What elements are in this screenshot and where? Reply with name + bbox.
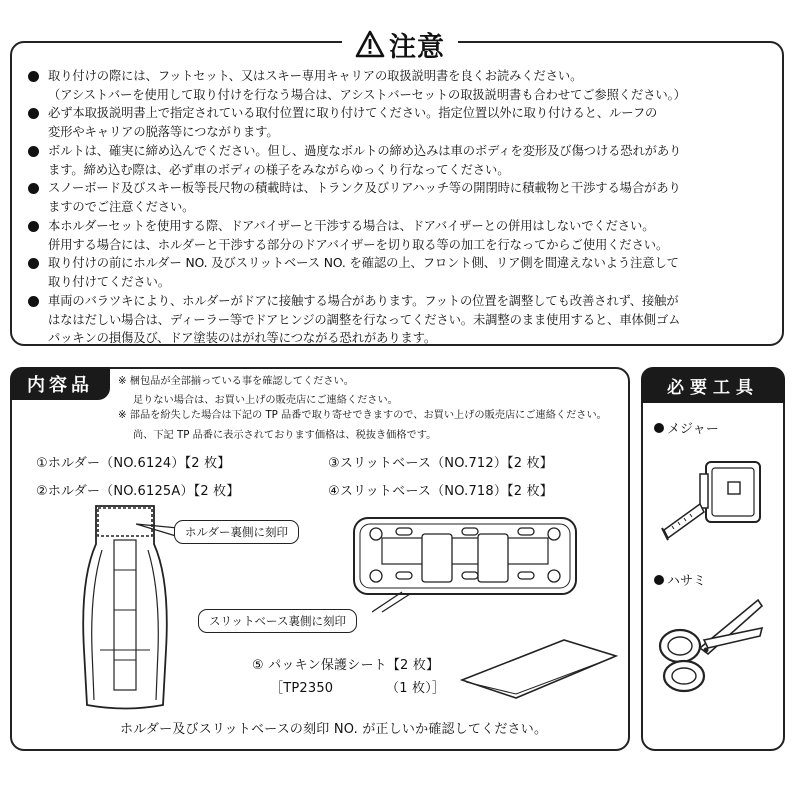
contents-note: ※ 部品を紛失した場合は下記の TP 品番で取り寄せできますので、お買い上げの販売店にご連絡ください。 (118, 410, 607, 421)
caution-item: 車両のバラツキにより、ホルダーがドアに接触する場合があります。フットの位置を調整しても改善されず、接触が はなはだしい場合は、ディーラー等でドアヒンジの調整を行なってください。未調整のまま使用すると、車体側ゴム パッキンの損傷及び、ドア塗装のはがれ等につながる恐れがあります。 (28, 292, 780, 348)
parts-item: ①ホルダー（NO.6124）【2 枚】 (36, 456, 231, 471)
parts-item: ②ホルダー（NO.6125A）【2 枚】 (36, 484, 240, 499)
bullet-icon (654, 423, 664, 433)
holder-engraving-callout: ホルダー裏側に刻印 (174, 520, 299, 544)
slit-base-illustration (352, 516, 578, 596)
tp-quantity: （1 枚）］ (386, 681, 446, 696)
contents-note: 尚、下記 TP 品番に表示されております価格は、税抜き価格です。 (133, 430, 437, 441)
packing-sheet-label: ⑤ パッキン保護シート【2 枚】 (252, 658, 440, 673)
parts-item: ④スリットベース（NO.718）【2 枚】 (328, 484, 553, 499)
tape-measure-icon (660, 454, 766, 544)
caution-item: 取り付けの前にホルダー NO. 及びスリットベース NO. を確認の上、フロント側、リア側を間違えないよう注意して 取り付けてください。 (28, 254, 780, 291)
parts-item: ③スリットベース（NO.712）【2 枚】 (328, 456, 553, 471)
bullet-icon (28, 108, 39, 119)
contents-note: 足りない場合は、お買い上げの販売店にご連絡ください。 (133, 395, 398, 406)
caution-list (28, 67, 780, 348)
warning-icon (355, 30, 385, 58)
packing-sheet-illustration (460, 638, 618, 700)
tool-label-measure: メジャー (654, 418, 719, 437)
caution-item: スノーボード及びスキー板等長尺物の積載時は、トランク及びリアハッチ等の開閉時に積載物と干渉する場合があり ますのでご注意ください。 (28, 179, 780, 216)
slit-base-engraving-callout: スリットベース裏側に刻印 (198, 609, 357, 633)
contents-note: ※ 梱包品が全部揃っている事を確認してください。 (118, 376, 354, 387)
callout-pointer (372, 590, 412, 614)
contents-footer: ホルダー及びスリットベースの刻印 NO. が正しいか確認してください。 (120, 722, 548, 737)
bullet-icon (28, 221, 39, 232)
caution-title (342, 26, 458, 62)
tools-header (641, 367, 785, 403)
caution-item: ボルトは、確実に締め込んでください。但し、過度なボルトの締め込みは車のボディを変形及び傷つける恐れがあり ます。締め込む際は、必ず車のボディの様子をみながらゆっくり行なってください。 (28, 142, 780, 179)
callout-pointer (136, 518, 178, 538)
bullet-icon (28, 183, 39, 194)
caution-title-text: 注意 (389, 31, 445, 63)
tool-label-scissors: ハサミ (654, 570, 706, 589)
caution-item: 必ず本取扱説明書上で指定されている取付位置に取り付けてください。指定位置以外に取り付けると、ルーフの 変形やキャリアの脱落等につながります。 (28, 104, 780, 141)
bullet-icon (28, 146, 39, 157)
contents-title: 内容品 (27, 374, 93, 396)
contents-header (10, 367, 110, 400)
scissors-icon (652, 596, 764, 696)
bullet-icon (28, 258, 39, 269)
caution-item: 取り付けの際には、フットセット、又はスキー専用キャリアの取扱説明書を良くお読みください。 （アシストバーを使用して取り付けを行なう場合は、アシストバーセットの取扱説明書も合わせてご参照ください。） (28, 67, 780, 104)
caution-item: 本ホルダーセットを使用する際、ドアバイザーと干渉する場合は、ドアバイザーとの併用はしないでください。 併用する場合には、ホルダーと干渉する部分のドアバイザーを切り取る等の加工を行なってからご使用ください。 (28, 217, 780, 254)
tools-title: 必要工具 (667, 377, 759, 398)
bullet-icon (28, 71, 39, 82)
bullet-icon (28, 296, 39, 307)
tp-code: ［TP2350 (270, 681, 334, 696)
bullet-icon (654, 575, 664, 585)
